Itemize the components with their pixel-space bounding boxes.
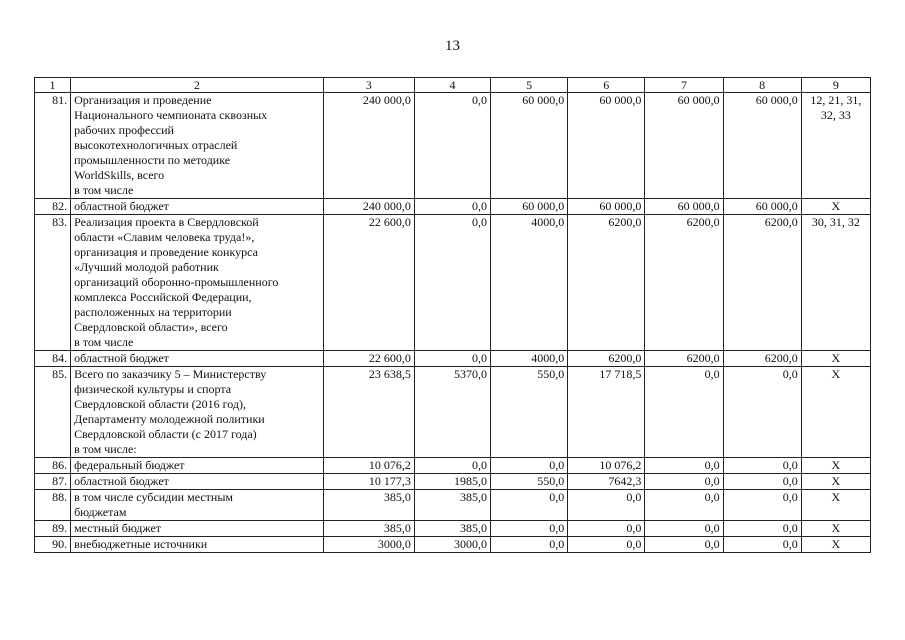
row-number-cell: 83. — [35, 215, 71, 351]
amount-cell: 0,0 — [414, 215, 490, 351]
amount-cell: 550,0 — [491, 474, 568, 490]
amount-cell: 60 000,0 — [568, 93, 645, 199]
amount-cell: 0,0 — [568, 490, 645, 521]
amount-cell: 10 076,2 — [568, 458, 645, 474]
table-row — [35, 458, 871, 474]
task-reference-cell: 12, 21, 31, 32, 33 — [801, 93, 870, 199]
row-number-cell: 82. — [35, 199, 71, 215]
task-reference-cell: X — [801, 537, 870, 553]
amount-cell: 60 000,0 — [645, 199, 723, 215]
description-line: рабочих профессий — [74, 123, 174, 137]
amount-cell: 0,0 — [568, 521, 645, 537]
table-row — [35, 521, 871, 537]
amount-cell: 6200,0 — [723, 351, 801, 367]
amount-cell: 385,0 — [323, 521, 414, 537]
amount-cell: 6200,0 — [568, 351, 645, 367]
amount-cell: 0,0 — [723, 537, 801, 553]
header-cell: 7 — [645, 78, 723, 93]
amount-cell: 22 600,0 — [323, 351, 414, 367]
amount-cell: 0,0 — [723, 458, 801, 474]
task-reference-cell: X — [801, 490, 870, 521]
description-cell — [71, 215, 324, 351]
row-number-cell: 85. — [35, 367, 71, 458]
description-line: внебюджетные источники — [74, 537, 208, 551]
description-line: организаций оборонно-промышленного — [74, 275, 279, 289]
table-row — [35, 490, 871, 521]
description-cell — [71, 199, 324, 215]
description-line: областной бюджет — [74, 351, 169, 365]
description-line: в том числе: — [74, 442, 137, 456]
task-reference-cell: X — [801, 474, 870, 490]
amount-cell: 385,0 — [414, 521, 490, 537]
amount-cell: 0,0 — [645, 537, 723, 553]
amount-cell: 10 076,2 — [323, 458, 414, 474]
description-line: Организация и проведение — [74, 93, 212, 107]
description-line: области «Славим человека труда!», — [74, 230, 255, 244]
amount-cell: 60 000,0 — [491, 199, 568, 215]
amount-cell: 7642,3 — [568, 474, 645, 490]
table-row — [35, 367, 871, 458]
description-line: Свердловской области (2016 год), — [74, 397, 246, 411]
amount-cell: 6200,0 — [568, 215, 645, 351]
amount-cell: 23 638,5 — [323, 367, 414, 458]
amount-cell: 550,0 — [491, 367, 568, 458]
amount-cell: 17 718,5 — [568, 367, 645, 458]
row-number-cell: 88. — [35, 490, 71, 521]
amount-cell: 0,0 — [414, 199, 490, 215]
description-line: областной бюджет — [74, 199, 169, 213]
amount-cell: 240 000,0 — [323, 93, 414, 199]
row-number-cell: 87. — [35, 474, 71, 490]
description-line: высокотехнологичных отраслей — [74, 138, 238, 152]
amount-cell: 0,0 — [723, 490, 801, 521]
description-line: комплекса Российской Федерации, — [74, 290, 252, 304]
page-number: 13 — [445, 38, 460, 54]
amount-cell: 10 177,3 — [323, 474, 414, 490]
description-line: Реализация проекта в Свердловской — [74, 215, 259, 229]
amount-cell: 0,0 — [414, 458, 490, 474]
task-reference-cell: X — [801, 351, 870, 367]
amount-cell: 0,0 — [723, 367, 801, 458]
amount-cell: 1985,0 — [414, 474, 490, 490]
task-reference-cell: X — [801, 521, 870, 537]
table-row — [35, 199, 871, 215]
amount-cell: 0,0 — [491, 537, 568, 553]
description-cell — [71, 93, 324, 199]
description-line: в том числе — [74, 335, 134, 349]
task-reference-cell: X — [801, 458, 870, 474]
table-row — [35, 537, 871, 553]
table-row — [35, 351, 871, 367]
header-cell: 9 — [801, 78, 870, 93]
amount-cell: 385,0 — [414, 490, 490, 521]
row-number-cell: 84. — [35, 351, 71, 367]
amount-cell: 0,0 — [645, 474, 723, 490]
description-cell — [71, 458, 324, 474]
amount-cell: 60 000,0 — [568, 199, 645, 215]
description-line: Департаменту молодежной политики — [74, 412, 265, 426]
amount-cell: 0,0 — [645, 458, 723, 474]
header-cell: 4 — [414, 78, 490, 93]
task-reference-cell: X — [801, 199, 870, 215]
amount-cell: 0,0 — [414, 351, 490, 367]
description-line: физической культуры и спорта — [74, 382, 232, 396]
amount-cell: 0,0 — [723, 474, 801, 490]
row-number-cell: 81. — [35, 93, 71, 199]
amount-cell: 60 000,0 — [491, 93, 568, 199]
header-cell: 8 — [723, 78, 801, 93]
amount-cell: 0,0 — [491, 458, 568, 474]
amount-cell: 0,0 — [491, 521, 568, 537]
description-line: «Лучший молодой работник — [74, 260, 219, 274]
description-line: федеральный бюджет — [74, 458, 185, 472]
amount-cell: 4000,0 — [491, 215, 568, 351]
row-number-cell: 89. — [35, 521, 71, 537]
header-cell: 1 — [35, 78, 71, 93]
amount-cell: 3000,0 — [414, 537, 490, 553]
amount-cell: 60 000,0 — [723, 199, 801, 215]
description-line: областной бюджет — [74, 474, 169, 488]
task-reference-cell: X — [801, 367, 870, 458]
table-row — [35, 474, 871, 490]
description-cell — [71, 367, 324, 458]
description-cell — [71, 490, 324, 521]
amount-cell: 6200,0 — [723, 215, 801, 351]
amount-cell: 5370,0 — [414, 367, 490, 458]
description-line: в том числе субсидии местным — [74, 490, 233, 504]
amount-cell: 60 000,0 — [723, 93, 801, 199]
header-cell: 6 — [568, 78, 645, 93]
row-number-cell: 86. — [35, 458, 71, 474]
description-line: Свердловской области», всего — [74, 320, 228, 334]
description-line: расположенных на территории — [74, 305, 232, 319]
header-row — [35, 78, 871, 93]
header-cell: 2 — [71, 78, 324, 93]
task-reference-cell: 30, 31, 32 — [801, 215, 870, 351]
row-number-cell: 90. — [35, 537, 71, 553]
amount-cell: 4000,0 — [491, 351, 568, 367]
description-cell — [71, 351, 324, 367]
description-cell — [71, 474, 324, 490]
description-cell — [71, 521, 324, 537]
amount-cell: 6200,0 — [645, 351, 723, 367]
amount-cell: 0,0 — [414, 93, 490, 199]
amount-cell: 385,0 — [323, 490, 414, 521]
description-line: организация и проведение конкурса — [74, 245, 258, 259]
header-cell: 5 — [491, 78, 568, 93]
amount-cell: 6200,0 — [645, 215, 723, 351]
amount-cell: 0,0 — [568, 537, 645, 553]
description-line: местный бюджет — [74, 521, 162, 535]
budget-table — [34, 77, 871, 553]
amount-cell: 0,0 — [645, 521, 723, 537]
amount-cell: 60 000,0 — [645, 93, 723, 199]
description-line: WorldSkills, всего — [74, 168, 165, 182]
amount-cell: 3000,0 — [323, 537, 414, 553]
amount-cell: 0,0 — [723, 521, 801, 537]
description-line: Свердловской области (с 2017 года) — [74, 427, 257, 441]
description-line: в том числе — [74, 183, 134, 197]
table-row — [35, 215, 871, 351]
amount-cell: 0,0 — [491, 490, 568, 521]
description-line: Всего по заказчику 5 – Министерству — [74, 367, 267, 381]
description-cell — [71, 537, 324, 553]
amount-cell: 240 000,0 — [323, 199, 414, 215]
amount-cell: 0,0 — [645, 490, 723, 521]
table-row — [35, 93, 871, 199]
amount-cell: 0,0 — [645, 367, 723, 458]
description-line: промышленности по методике — [74, 153, 231, 167]
amount-cell: 22 600,0 — [323, 215, 414, 351]
header-cell: 3 — [323, 78, 414, 93]
description-line: Национального чемпионата сквозных — [74, 108, 268, 122]
description-line: бюджетам — [74, 505, 127, 519]
